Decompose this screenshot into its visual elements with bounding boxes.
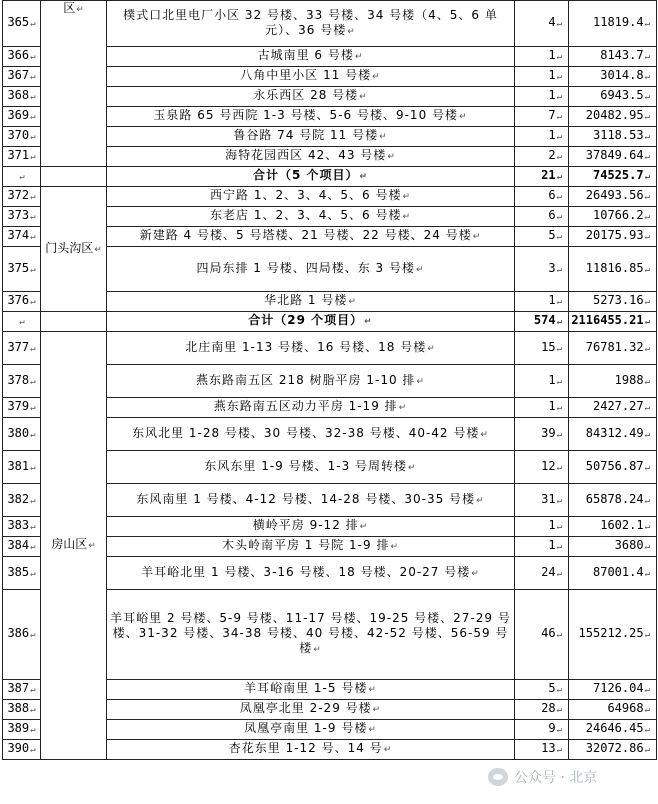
return-mark: ↵ xyxy=(556,745,562,755)
return-mark: ↵ xyxy=(30,112,36,122)
return-mark: ↵ xyxy=(30,297,36,307)
project-name: 八角中里小区 11 号楼↵ xyxy=(107,67,515,87)
row-index: 388↵ xyxy=(3,700,41,720)
floor-area: 11819.4↵ xyxy=(569,1,657,47)
row-index: 372↵ xyxy=(3,187,41,207)
return-mark: ↵ xyxy=(556,52,562,62)
total-label: 合计（29 个项目）↵ xyxy=(107,312,515,332)
return-mark: ↵ xyxy=(30,376,36,387)
return-mark: ↵ xyxy=(644,132,650,142)
return-mark: ↵ xyxy=(19,172,25,182)
return-mark: ↵ xyxy=(644,429,650,440)
return-mark: ↵ xyxy=(476,495,485,506)
return-mark: ↵ xyxy=(88,541,96,551)
row-index: 382↵ xyxy=(3,484,41,517)
return-mark: ↵ xyxy=(556,403,562,413)
return-mark: ↵ xyxy=(30,542,36,552)
return-mark: ↵ xyxy=(556,317,562,327)
floor-area: 3680↵ xyxy=(569,537,657,557)
return-mark: ↵ xyxy=(644,172,650,182)
return-mark: ↵ xyxy=(402,212,411,222)
building-count: 7↵ xyxy=(515,107,569,127)
return-mark: ↵ xyxy=(30,462,36,473)
table-row xyxy=(3,1,657,47)
project-name: 羊耳峪北里 1 号楼、3-16 号楼、18 号楼、20-27 号楼↵ xyxy=(107,557,515,590)
return-mark: ↵ xyxy=(556,495,562,506)
return-mark: ↵ xyxy=(415,264,425,275)
building-count: 28↵ xyxy=(515,700,569,720)
return-mark: ↵ xyxy=(644,92,650,102)
row-index: 366↵ xyxy=(3,47,41,67)
return-mark: ↵ xyxy=(30,192,36,202)
return-mark: ↵ xyxy=(644,376,650,387)
return-mark: ↵ xyxy=(408,462,417,473)
return-mark: ↵ xyxy=(348,297,357,307)
return-mark: ↵ xyxy=(30,92,36,102)
building-count: 31↵ xyxy=(515,484,569,517)
project-name: 杏花东里 1-12 号、14 号↵ xyxy=(107,740,515,760)
building-count: 9↵ xyxy=(515,720,569,740)
project-name: 东风南里 1 号楼、4-12 号楼、14-28 号楼、30-35 号楼↵ xyxy=(107,484,515,517)
project-name: 四局东排 1 号楼、四局楼、东 3 号楼↵ xyxy=(107,247,515,292)
building-count: 1↵ xyxy=(515,127,569,147)
return-mark: ↵ xyxy=(556,172,562,182)
return-mark: ↵ xyxy=(30,685,36,695)
building-count: 5↵ xyxy=(515,680,569,700)
floor-area: 3014.8↵ xyxy=(569,67,657,87)
return-mark: ↵ xyxy=(30,152,36,162)
return-mark: ↵ xyxy=(30,403,36,413)
table-body xyxy=(3,1,657,760)
return-mark: ↵ xyxy=(30,212,36,222)
floor-area: 64968↵ xyxy=(569,700,657,720)
floor-area: 32072.86↵ xyxy=(569,740,657,760)
return-mark: ↵ xyxy=(556,522,562,532)
return-mark: ↵ xyxy=(416,376,425,387)
return-mark: ↵ xyxy=(556,112,562,122)
return-mark: ↵ xyxy=(30,705,36,715)
return-mark: ↵ xyxy=(644,542,650,552)
return-mark: ↵ xyxy=(644,112,650,122)
return-mark: ↵ xyxy=(398,403,408,413)
row-index xyxy=(3,167,41,187)
building-count: 1↵ xyxy=(515,47,569,67)
building-count: 46↵ xyxy=(515,590,569,680)
return-mark: ↵ xyxy=(368,725,377,735)
building-count: 39↵ xyxy=(515,418,569,451)
return-mark: ↵ xyxy=(30,19,36,29)
return-mark: ↵ xyxy=(556,685,562,695)
return-mark: ↵ xyxy=(556,212,562,222)
return-mark: ↵ xyxy=(644,495,650,506)
project-name: 羊耳峪南里 1-5 号楼↵ xyxy=(107,680,515,700)
return-mark: ↵ xyxy=(644,725,650,735)
district-cell: 门头沟区↵ xyxy=(41,187,107,312)
district-cell xyxy=(41,312,107,332)
row-index: 386↵ xyxy=(3,590,41,680)
floor-area: 6943.5↵ xyxy=(569,87,657,107)
return-mark: ↵ xyxy=(30,568,36,579)
return-mark: ↵ xyxy=(644,317,650,327)
return-mark: ↵ xyxy=(379,132,388,142)
return-mark: ↵ xyxy=(390,542,400,552)
row-index: 365↵ xyxy=(3,1,41,47)
row-index: 377↵ xyxy=(3,332,41,365)
return-mark: ↵ xyxy=(556,343,562,354)
return-mark: ↵ xyxy=(359,92,368,102)
return-mark: ↵ xyxy=(644,630,650,640)
return-mark: ↵ xyxy=(556,152,562,162)
return-mark: ↵ xyxy=(644,705,650,715)
project-name: 横岭平房 9-12 排↵ xyxy=(107,517,515,537)
return-mark: ↵ xyxy=(644,297,650,307)
row-index: 376↵ xyxy=(3,292,41,312)
return-mark: ↵ xyxy=(644,522,650,532)
row-index: 374↵ xyxy=(3,227,41,247)
floor-area: 3118.53↵ xyxy=(569,127,657,147)
return-mark: ↵ xyxy=(30,52,36,62)
row-index: 375↵ xyxy=(3,247,41,292)
project-name: 东老店 1、2、3、4、5、6 号楼↵ xyxy=(107,207,515,227)
return-mark: ↵ xyxy=(76,5,84,15)
building-count: 24↵ xyxy=(515,557,569,590)
return-mark: ↵ xyxy=(556,542,562,552)
total-row xyxy=(3,167,657,187)
return-mark: ↵ xyxy=(30,429,36,440)
project-name: 永乐西区 28 号楼↵ xyxy=(107,87,515,107)
floor-area: 87001.4↵ xyxy=(569,557,657,590)
row-index xyxy=(3,312,41,332)
return-mark: ↵ xyxy=(644,264,650,275)
return-mark: ↵ xyxy=(372,72,381,82)
project-name: 东风北里 1-28 号楼、30 号楼、32-38 号楼、40-42 号楼↵ xyxy=(107,418,515,451)
return-mark: ↵ xyxy=(556,705,562,715)
building-count: 1↵ xyxy=(515,292,569,312)
return-mark: ↵ xyxy=(354,52,364,62)
return-mark: ↵ xyxy=(556,429,562,440)
project-name: 玉泉路 65 号西院 1-3 号楼、5-6 号楼、9-10 号楼↵ xyxy=(107,107,515,127)
project-name: 北庄南里 1-13 号楼、16 号楼、18 号楼↵ xyxy=(107,332,515,365)
return-mark: ↵ xyxy=(644,343,650,354)
return-mark: ↵ xyxy=(644,685,650,695)
floor-area: 10766.2↵ xyxy=(569,207,657,227)
return-mark: ↵ xyxy=(556,192,562,202)
return-mark: ↵ xyxy=(30,522,36,532)
return-mark: ↵ xyxy=(19,317,25,327)
watermark xyxy=(488,763,648,791)
return-mark: ↵ xyxy=(30,745,36,755)
return-mark: ↵ xyxy=(30,495,36,506)
project-name: 鲁谷路 74 号院 11 号楼↵ xyxy=(107,127,515,147)
return-mark: ↵ xyxy=(94,244,102,255)
return-mark: ↵ xyxy=(402,192,411,202)
return-mark: ↵ xyxy=(372,705,382,715)
project-name: 东风东里 1-9 号楼、1-3 号周转楼↵ xyxy=(107,451,515,484)
return-mark: ↵ xyxy=(556,376,562,387)
floor-area: 5273.16↵ xyxy=(569,292,657,312)
return-mark: ↵ xyxy=(556,630,562,640)
building-count: 15↵ xyxy=(515,332,569,365)
project-name: 燕东路南五区 218 树脂平房 1-10 排↵ xyxy=(107,365,515,398)
return-mark: ↵ xyxy=(556,568,562,579)
return-mark: ↵ xyxy=(359,172,369,182)
row-index: 369↵ xyxy=(3,107,41,127)
return-mark: ↵ xyxy=(644,568,650,579)
row-index: 384↵ xyxy=(3,537,41,557)
row-index: 373↵ xyxy=(3,207,41,227)
floor-area: 8143.7↵ xyxy=(569,47,657,67)
return-mark: ↵ xyxy=(556,462,562,473)
floor-area: 2427.27↵ xyxy=(569,398,657,418)
building-count: 1↵ xyxy=(515,517,569,537)
return-mark: ↵ xyxy=(644,19,650,29)
project-name: 西宁路 1、2、3、4、5、6 号楼↵ xyxy=(107,187,515,207)
return-mark: ↵ xyxy=(556,19,562,29)
floor-area: 11816.85↵ xyxy=(569,247,657,292)
floor-area: 50756.87↵ xyxy=(569,451,657,484)
return-mark: ↵ xyxy=(644,462,650,473)
floor-area: 26493.56↵ xyxy=(569,187,657,207)
building-count: 3↵ xyxy=(515,247,569,292)
return-mark: ↵ xyxy=(30,132,36,142)
return-mark: ↵ xyxy=(347,26,356,37)
floor-area: 1602.1↵ xyxy=(569,517,657,537)
row-index: 389↵ xyxy=(3,720,41,740)
floor-area: 7126.04↵ xyxy=(569,680,657,700)
row-index: 387↵ xyxy=(3,680,41,700)
return-mark: ↵ xyxy=(383,745,393,755)
project-name: 凤凰亭南里 1-9 号楼↵ xyxy=(107,720,515,740)
row-index: 370↵ xyxy=(3,127,41,147)
return-mark: ↵ xyxy=(556,92,562,102)
district-cell: 区↵ xyxy=(41,1,107,167)
return-mark: ↵ xyxy=(364,317,373,327)
floor-area: 1988↵ xyxy=(569,365,657,398)
project-name: 燕东路南五区动力平房 1-19 排↵ xyxy=(107,398,515,418)
return-mark: ↵ xyxy=(644,212,650,222)
return-mark: ↵ xyxy=(644,192,650,202)
building-count: 12↵ xyxy=(515,451,569,484)
floor-area: 2116455.21↵ xyxy=(569,312,657,332)
total-row xyxy=(3,312,657,332)
return-mark: ↵ xyxy=(313,645,322,655)
building-count: 5↵ xyxy=(515,227,569,247)
project-name: 木头岭南平房 1 号院 1-9 排↵ xyxy=(107,537,515,557)
row-index: 368↵ xyxy=(3,87,41,107)
floor-area: 84312.49↵ xyxy=(569,418,657,451)
return-mark: ↵ xyxy=(556,297,562,307)
return-mark: ↵ xyxy=(556,725,562,735)
return-mark: ↵ xyxy=(30,264,36,275)
district-cell xyxy=(41,167,107,187)
return-mark: ↵ xyxy=(644,745,650,755)
district-cell: 房山区↵ xyxy=(41,332,107,760)
return-mark: ↵ xyxy=(644,72,650,82)
building-count: 21↵ xyxy=(515,167,569,187)
building-count: 6↵ xyxy=(515,187,569,207)
building-count: 2↵ xyxy=(515,147,569,167)
building-count: 4↵ xyxy=(515,1,569,47)
row-index: 379↵ xyxy=(3,398,41,418)
building-count: 1↵ xyxy=(515,398,569,418)
building-count: 13↵ xyxy=(515,740,569,760)
row-index: 390↵ xyxy=(3,740,41,760)
return-mark: ↵ xyxy=(556,132,562,142)
return-mark: ↵ xyxy=(471,568,480,579)
floor-area: 65878.24↵ xyxy=(569,484,657,517)
row-index: 367↵ xyxy=(3,67,41,87)
return-mark: ↵ xyxy=(644,232,650,242)
row-index: 371↵ xyxy=(3,147,41,167)
return-mark: ↵ xyxy=(368,685,377,695)
total-label: 合计（5 个项目）↵ xyxy=(107,167,515,187)
floor-area: 155212.25↵ xyxy=(569,590,657,680)
floor-area: 37849.64↵ xyxy=(569,147,657,167)
building-count: 6↵ xyxy=(515,207,569,227)
project-name: 新建路 4 号楼、5 号塔楼、21 号楼、22 号楼、24 号楼↵ xyxy=(107,227,515,247)
return-mark: ↵ xyxy=(30,630,36,640)
building-count: 1↵ xyxy=(515,537,569,557)
return-mark: ↵ xyxy=(359,522,369,532)
floor-area: 20482.95↵ xyxy=(569,107,657,127)
project-name: 海特花园西区 42、43 号楼↵ xyxy=(107,147,515,167)
return-mark: ↵ xyxy=(556,232,562,242)
return-mark: ↵ xyxy=(30,232,36,242)
return-mark: ↵ xyxy=(387,152,396,162)
floor-area: 20175.93↵ xyxy=(569,227,657,247)
project-name: 凤凰亭北里 2-29 号楼↵ xyxy=(107,700,515,720)
return-mark: ↵ xyxy=(30,343,36,354)
row-index: 378↵ xyxy=(3,365,41,398)
row-index: 383↵ xyxy=(3,517,41,537)
row-index: 385↵ xyxy=(3,557,41,590)
project-name: 古城南里 6 号楼↵ xyxy=(107,47,515,67)
housing-project-table xyxy=(2,0,657,760)
project-name: 华北路 1 号楼↵ xyxy=(107,292,515,312)
wechat-logo-icon xyxy=(488,768,508,786)
project-name: 羊耳峪里 2 号楼、5-9 号楼、11-17 号楼、19-25 号楼、27-29 号楼、31-32 号楼、34-38 号楼、40 号楼、42-52 号楼、56-59 号楼↵ xyxy=(107,590,515,680)
return-mark: ↵ xyxy=(30,72,36,82)
floor-area: 24646.45↵ xyxy=(569,720,657,740)
table-row xyxy=(3,187,657,207)
building-count: 1↵ xyxy=(515,87,569,107)
watermark-text: 公众号 · 北京 xyxy=(514,770,598,786)
building-count: 1↵ xyxy=(515,67,569,87)
table-row xyxy=(3,332,657,365)
row-index: 381↵ xyxy=(3,451,41,484)
return-mark: ↵ xyxy=(30,725,36,735)
building-count: 574↵ xyxy=(515,312,569,332)
building-count: 1↵ xyxy=(515,365,569,398)
return-mark: ↵ xyxy=(556,264,562,275)
return-mark: ↵ xyxy=(472,232,482,242)
return-mark: ↵ xyxy=(427,343,436,354)
row-index: 380↵ xyxy=(3,418,41,451)
return-mark: ↵ xyxy=(459,112,468,122)
return-mark: ↵ xyxy=(644,52,650,62)
return-mark: ↵ xyxy=(556,72,562,82)
return-mark: ↵ xyxy=(480,429,489,440)
project-name: 樸式口北里电厂小区 32 号楼、33 号楼、34 号楼（4、5、6 单元）、36 号楼↵ xyxy=(107,1,515,47)
return-mark: ↵ xyxy=(644,152,650,162)
floor-area: 74525.7↵ xyxy=(569,167,657,187)
return-mark: ↵ xyxy=(644,403,650,413)
floor-area: 76781.32↵ xyxy=(569,332,657,365)
